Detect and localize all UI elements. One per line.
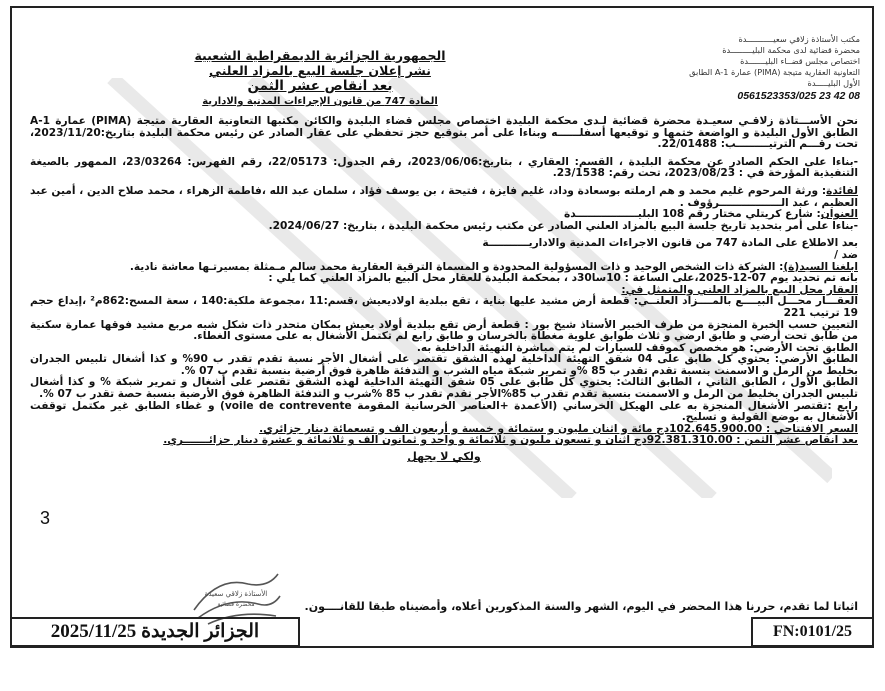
ground-floor-paragraph: الطابق الأرضي: يحتوي كل طابق على 04 شقق التهيئة الداخلية لهذه الشقق تقتصر على أشغال الأجر نسبة تقدم تقدر ب 90% و كذا أشغال تلبيس الجدران بخليط من الرمل و الاسمنت بنسبة تقدم تقدر ب 85 %و تمرير شبكة مياه الشرب و التدفئة ظاهرة فوق أرضية بنسبة تقدم ب 07 %.: [30, 353, 858, 377]
fourth-floor-paragraph: رابع :تقتصر الأشغال المنجزة به على الهيكل الخرساني (الأعمدة +العناصر الخرسانية المقومة voile de contrevente) و غطاء الطابق غير مكتمل توقفت الأشغال به بوضع القولبة و تسليح.: [30, 399, 858, 424]
debtor-text: : الشركة ذات الشخص الوحيد و ذات المسؤولية المحدودة و المسماة الترقية العقارية محمد سالم مـمثلة بمسيرتـها معاشة نادية.: [129, 260, 784, 273]
stamp-line-2: محضرة قضائية: [217, 601, 255, 608]
republic-title: الجمهورية الجزائرية الديمقراطية الشعبية: [194, 48, 446, 63]
file-number-box: FN:0101/25: [751, 617, 874, 647]
office-phone: 0561523353/025 23 42 08: [737, 90, 860, 102]
intro-paragraph: نحن الأســـتاذة زلاقـي سعيـدة محضرة قضائية لـدى محكمة البليدة اختصاص مجلس قضاء البليدة والكائن مكتبها التعاونية العقارية متيجة (PIMA) عمارة A-1 الطابق الأول البليدة و الواضعة ختمها و توقيعها أسفلــــــه وبناءا على أمر بتوقيع حجز تحفظي على عقار الصادر عن رئيس محكمة البليدة بتاريخ:2023/11/20، تحت رقـــم الترتيـــــــــب: 22/01488.: [30, 115, 858, 151]
office-line-3: اختصاص مجلس قضــاء البليـــــــدة: [740, 56, 860, 66]
session-paragraph: بانه تم تحديد يوم 07-12-2025،على الساعة : 10سا30د ، بمحكمة البليدة للعقار محل البيع بالمزاد العلني كما يلي :: [268, 272, 858, 285]
address-label: العنوان: [820, 208, 858, 221]
document-header: [140, 48, 500, 108]
address-paragraph: [30, 209, 858, 221]
stamp-line-1: الأستاذة زلاقي سعيدة: [204, 590, 268, 598]
property-description: العقـــار محـــل البيــــع بالمــــزاد العلنــي: قطعة أرض مشيد عليها بناية ، تقع ببلدية اولاديعيش ،قسم:11 ،مجموعة ملكية:140 ، سعة المسح:862م² ،إيداع حجم 19 ترتيب 221: [30, 295, 859, 319]
office-line-4: التعاونية العقارية متيجة (PIMA) عمارة A-1 الطابق: [689, 67, 860, 77]
publish-title: نشر إعلان جلسة البيع بالمزاد العلني: [209, 63, 431, 78]
office-line-5: الأول البليـــــدة: [807, 78, 860, 88]
document-body: [30, 116, 858, 469]
heirs-label: لفائدة: [826, 184, 858, 197]
signature-line: ولكي لا يجهل: [407, 450, 481, 464]
debtor-label: ابلغنا السيد(ة): [783, 260, 858, 273]
opening-price: السعر الافتتاحي : 102.645.900.00دج مائة و اثنان مليون و ستمائة و خمسة و أربعون الف و تسعمائة دينار جزائري.: [259, 422, 858, 435]
against-label: ضد /: [834, 248, 858, 261]
property-intro: العقار محل البيع بالمزاد العلني والمتمثل في:: [621, 283, 858, 296]
upper-floors-paragraph: الطابق الأول ، الطابق الثاني ، الطابق الثالث: يحتوي كل طابق على 05 شقق التهيئة الداخلية لهذه الشقق تقتصر على أشغال و تمرير شبكة % و كذا أشغال تلبيس الجدران بخليط من الرمل و الاسمنت بنسبة تقدم تقدر ب 85%الأجر تقدم تقدر ب 85 %شرب و التدفئة الظاهرة فوق الأرضية بنسبة حصة تقدر ب 07 %.: [30, 376, 858, 401]
expert-paragraph: التعيين حسب الخبرة المنجزة من طرف الخبير الأستاذ شيخ بور : قطعة أرض تقع ببلدية أولاد يعيش بمكان متحدر ذات شكل شبه مربع مشيد فوقها عمارة سكنية من طابق تحت أرضي و طابق ارضي و ثلاث طوابق علوية مغطاة بالخرسان و طابق رابع لم تكتمل الأشغال به على مستوى الغطاء.: [30, 318, 858, 343]
order-paragraph: -بناءا على أمر بتحديد تاريخ جلسة البيع بالمزاد العلني الصادر عن مكتب رئيس محكمة البليدة ، بتاريخ: 2024/06/27.: [268, 219, 858, 232]
page-digit-three: 3: [40, 508, 51, 528]
bailiff-office-block: [585, 34, 860, 102]
heirs-text: : ورثة المرحوم غليم محمد و هم ارملته بوسعادة وداد، غليم فايزة ، فتيحة ، بن يوسف فؤاد ، سلمان عبد الله ،فاطمة الزهراء ، محمد صلاح الدين ، أمين عبد العظيم ، عبد الـــــــــــــــــرؤوف .: [30, 184, 858, 209]
basement-paragraph: الطابق تحت الأرضي: هو مخصص كموقف للسيارات لم يتم مباشرة التهيئة الداخلية به.: [416, 341, 858, 354]
judgment-paragraph: -بناءا على الحكم الصادر عن محكمة البليدة ، القسم: العقاري ، بتاريخ:2023/06/06، رقم الجدول: 22/05173، رقم الفهرس: 23/03264، الممهور بالصيغة التنفيذية المؤرخة في : 2023/08/23، تحت رقم: 23/1538.: [30, 155, 858, 180]
heirs-paragraph: [30, 186, 858, 209]
reduced-price: بعد انقاص عشر الثمن : 92.381.310.00دج اثنان و تسعون مليون و ثلاثمائة و واحد و ثمانون الف و ثلاثمائة و عشرة دينار جزائـــــــري.: [163, 434, 858, 447]
article-reference: المادة 747 من قانون الإجراءات المدنية والادارية: [202, 96, 438, 107]
document-page: [10, 6, 874, 648]
office-line-2: محضرة قضائية لدى محكمة البليـــــــــدة: [722, 45, 860, 55]
newspaper-date-box: الجزائر الجديدة 2025/11/25: [10, 617, 300, 647]
main-title: بعد انقاص عشر الثمن: [247, 78, 393, 94]
office-line-1: مكتب الأستاذة زلاقي سعيـــــــــــدة: [738, 34, 860, 44]
closing-statement: اثباتا لما تقدم، حررنا هذا المحضر في اليوم، الشهر والسنة المذكورين أعلاه، وأمضيناه طبقا للقانــــون.: [304, 600, 858, 613]
address-text: : شارع كريتلي مختار رقم 108 البليـــــــــــــــــدة: [563, 208, 821, 221]
reviewed-paragraph: بعد الاطلاع على المادة 747 من قانون الاجراءات المدنية والاداريـــــــــــة: [482, 237, 858, 250]
